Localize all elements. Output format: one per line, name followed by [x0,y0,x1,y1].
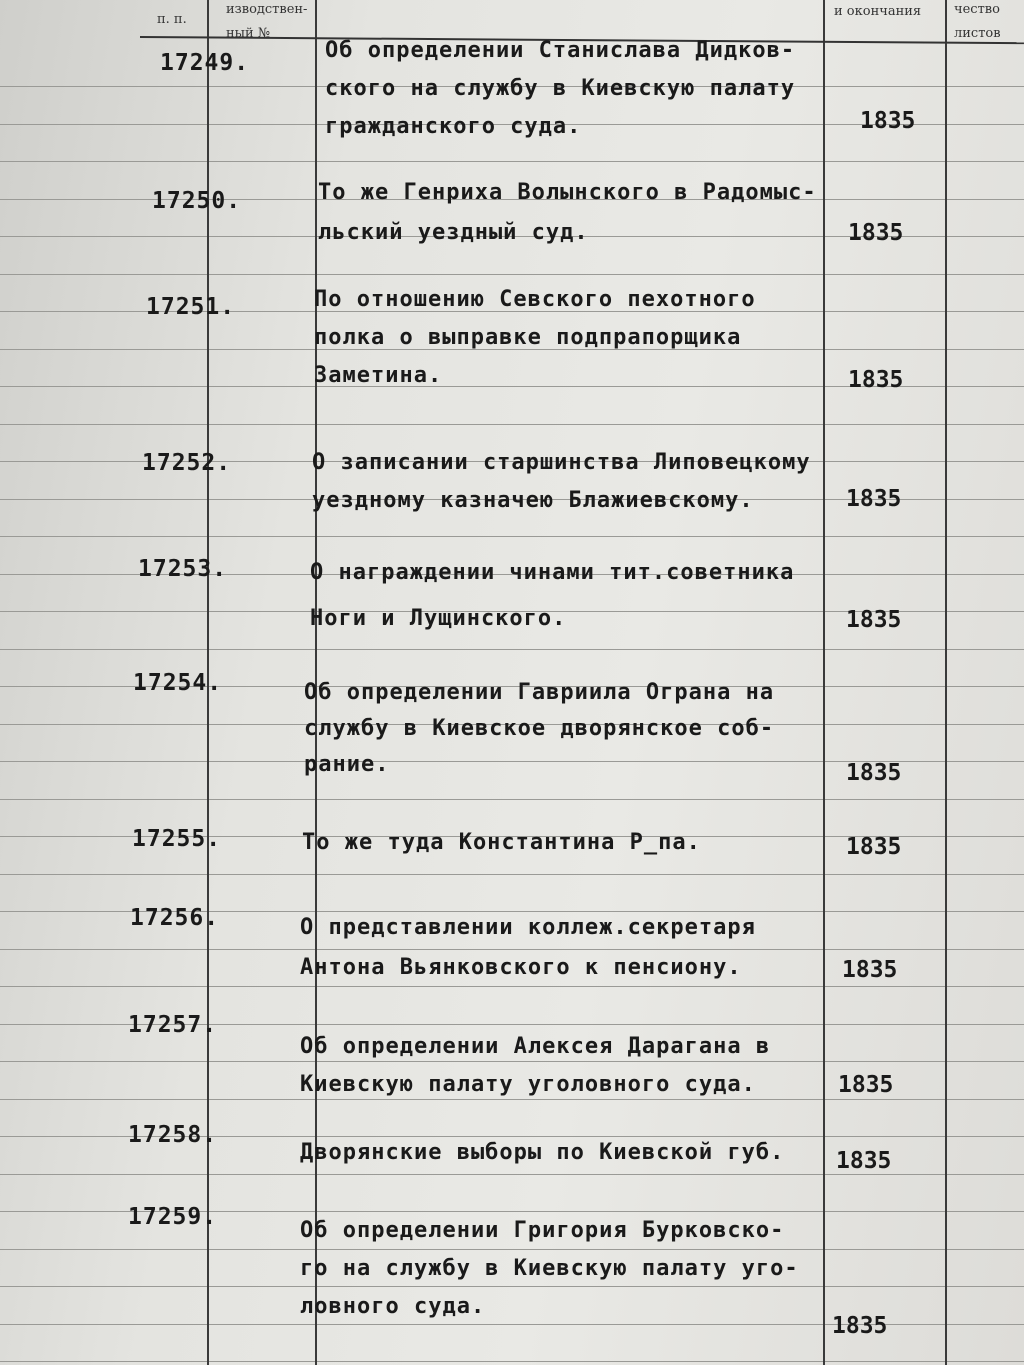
entry-description-line: полка о выправке подпрапорщика [314,325,742,350]
entry-number: 17256. [130,905,220,931]
entry-year: 1835 [846,607,902,633]
entry-description-line: ского на службу в Киевскую палату [325,76,796,101]
entry-description-line: Заметина. [314,363,443,388]
ruled-line [0,799,1024,800]
entry-description-line: рание. [304,752,390,777]
entry-description-line: Киевскую палату уголовного суда. [300,1072,756,1097]
entry-description-line: уездному казначею Блажиевскому. [312,488,754,513]
ruled-line [0,1099,1024,1100]
entry-number: 17252. [142,450,232,476]
entry-year: 1835 [846,834,902,860]
entry-year: 1835 [860,108,916,134]
ruled-line [0,536,1024,537]
ruled-line [0,874,1024,875]
entry-description-line: Об определении Гавриила Ограна на [304,680,775,705]
ruled-line [0,949,1024,950]
entry-description-line: То же туда Константина Р_па. [302,830,701,855]
entry-year: 1835 [842,957,898,983]
entry-year: 1835 [832,1313,888,1339]
column-divider-3 [823,0,825,1365]
entry-number: 17259. [128,1204,218,1230]
entry-description-line: По отношению Севского пехотного [314,287,756,312]
entry-description-line: Ноги и Лущинского. [310,606,567,631]
ruled-line [0,1174,1024,1175]
entry-year: 1835 [838,1072,894,1098]
entry-year: 1835 [848,367,904,393]
entry-number: 17249. [160,50,250,76]
entry-number: 17257. [128,1012,218,1038]
entry-description-line: службу в Киевское дворянское соб- [304,716,775,741]
ruled-line [0,986,1024,987]
column-divider-4 [945,0,947,1365]
header-col-end-date: и окончания [834,4,922,19]
header-col-sheet-count: чество листов [954,2,1001,41]
entry-year: 1835 [848,220,904,246]
ruled-line [0,1249,1024,1250]
entry-number: 17255. [132,826,222,852]
entry-number: 17251. [146,294,236,320]
entry-description-line: Антона Вьянковского к пенсиону. [300,955,742,980]
entry-year: 1835 [836,1148,892,1174]
ruled-line [0,274,1024,275]
entry-description-line: О награждении чинами тит.советника [310,560,795,585]
ruled-line [0,1061,1024,1062]
entry-description-line: льский уездный суд. [318,220,589,245]
entry-year: 1835 [846,760,902,786]
ruled-line [0,1286,1024,1287]
ruled-line [0,424,1024,425]
entry-description-line: Об определении Григория Бурковско- [300,1218,785,1243]
entry-description-line: О представлении коллеж.секретаря [300,915,756,940]
ruled-line [0,649,1024,650]
entry-description-line: То же Генриха Волынского в Радомыс- [318,180,817,205]
entry-description-line: Дворянские выборы по Киевской губ. [300,1140,785,1165]
header-col-number: п. п. [157,12,187,27]
entry-number: 17254. [133,670,223,696]
entry-description-line: Об определении Алексея Дарагана в [300,1034,771,1059]
ruled-line [0,1361,1024,1362]
entry-description-line: гражданского суда. [325,114,582,139]
entry-description-line: Об определении Станислава Дидков- [325,38,796,63]
entry-description-line: го на службу в Киевскую палату уго- [300,1256,799,1281]
entry-description-line: О записании старшинства Липовецкому [312,450,811,475]
header-col-production-number: изводствен- ный № [226,2,308,41]
entry-number: 17258. [128,1122,218,1148]
entry-year: 1835 [846,486,902,512]
entry-number: 17250. [152,188,242,214]
entry-number: 17253. [138,556,228,582]
ruled-line [0,161,1024,162]
entry-description-line: ловного суда. [300,1294,486,1319]
